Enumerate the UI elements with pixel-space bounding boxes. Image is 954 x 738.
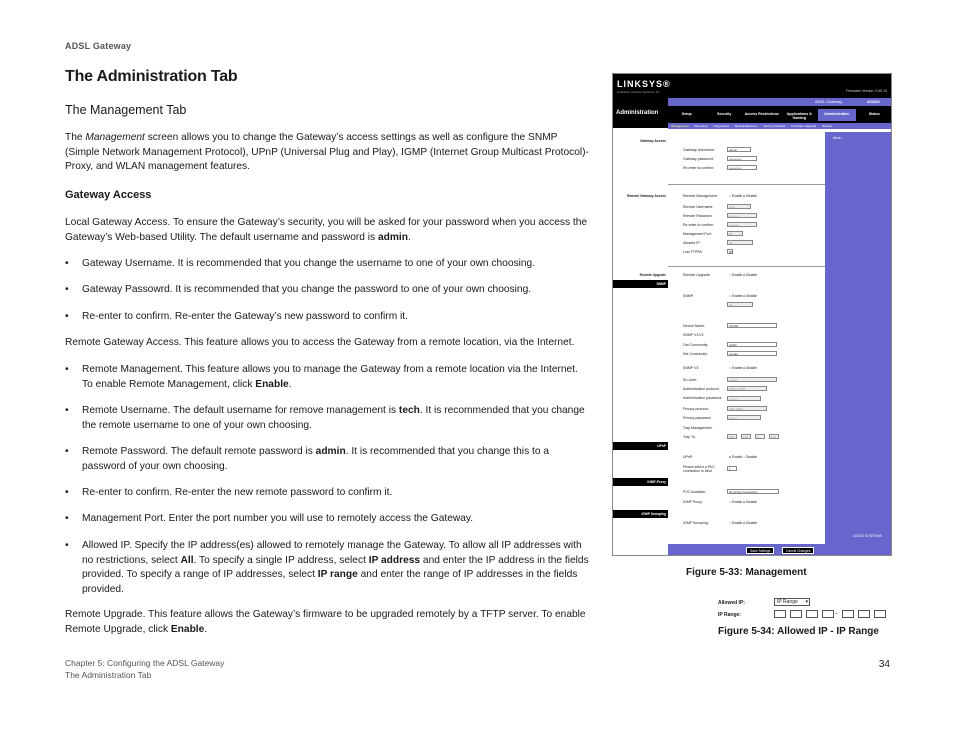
remote-mgmt-label: Remote Management: [683, 194, 718, 198]
pvc-available-label: PVC Available: [683, 490, 707, 494]
running-header: ADSL Gateway [65, 41, 132, 51]
bullet-management-port: • Management Port. Enter the port number you will use to remotely access the Gateway. [65, 512, 590, 527]
subtab-diagnostics[interactable]: Diagnostics [713, 124, 730, 128]
auth-protocol-select[interactable]: HMAC-MD5 [727, 386, 767, 391]
local-access-paragraph: Local Gateway Access. To ensure the Gateway’s security, you will be asked for your password when you access the Gateway’s Web-based Utility. The default username and password is admin. [65, 217, 588, 243]
remote-upgrade-radio[interactable]: ○ Enable ● Disable [729, 273, 758, 277]
logo-subtitle: A Division of Cisco Systems, Inc. [617, 90, 661, 94]
divider [668, 184, 825, 185]
allowed-ip-label: Allowed IP: [683, 241, 701, 245]
firmware-version: Firmware Version: 0.00.10 [846, 89, 887, 93]
footer-section: The Administration Tab [65, 670, 152, 680]
allowed-ip-label: Allowed IP: [718, 600, 745, 606]
bullet-reenter-confirm: • Re-enter to confirm. Re-enter the Gateway’s new password to confirm it. [65, 310, 590, 325]
remote-password-label: Remote Password: [683, 214, 713, 218]
model-name: AG300 [867, 99, 880, 104]
set-community-field[interactable]: private [727, 351, 777, 356]
trap-ip-1[interactable]: 192 [727, 434, 737, 439]
subtab-management[interactable]: Management [671, 124, 689, 128]
trap-ip-3[interactable]: 1 [755, 434, 765, 439]
privacy-protocol-label: Privacy protocol: [683, 407, 709, 411]
help-more-link[interactable]: More... [833, 136, 844, 140]
gw-confirm-label: Re-enter to confirm: [683, 166, 714, 170]
gw-confirm-field[interactable]: •••••••••••• [727, 165, 757, 170]
snmp-radio[interactable]: ○ Enable ● Disable [729, 294, 758, 298]
side-igmp-proxy: IGMP-Proxy [613, 478, 668, 486]
get-community-label: Get Community: [683, 343, 709, 347]
igmp-proxy-radio[interactable]: ○ Enable ● Disable [729, 500, 758, 504]
remote-confirm-field[interactable]: •••••••••• [727, 222, 757, 227]
allowed-ip-select[interactable]: IP Range ▾ [774, 598, 810, 606]
tab-applications-gaming[interactable]: Applications & Gaming [786, 112, 812, 120]
privacy-password-label: Privacy password: [683, 416, 712, 420]
snmp-v3-radio[interactable]: ○ Enable ● Disable [729, 366, 758, 370]
trap-to-label: Trap To: [683, 435, 696, 439]
trap-ip-2[interactable]: 168 [741, 434, 751, 439]
pvc-bind-select[interactable]: 1 [727, 466, 737, 471]
side-upnp: UPnP [613, 442, 668, 450]
auth-protocol-label: Authentication protocol: [683, 387, 720, 391]
tab-administration[interactable]: Administration [818, 109, 856, 121]
product-name: ADSL Gateway [815, 99, 843, 104]
gateway-access-heading: Gateway Access [65, 189, 152, 201]
tab-security[interactable]: Security [717, 112, 732, 116]
ip-range-start-2[interactable] [790, 610, 802, 618]
snmp-v3-label: SNMP V3: [683, 366, 700, 370]
gw-username-field[interactable]: admin [727, 147, 751, 152]
product-bar [668, 98, 892, 106]
bullet-remote-username: • Remote Username. The default username for remove management is tech. It is recommended that you change the remote username to one of your own choosing. [65, 404, 590, 433]
ip-range-label: IP Range: [718, 612, 741, 618]
bullet-gateway-username: • Gateway Username. It is recommended that you change the username to one of your own choosing. [65, 257, 590, 272]
upnp-label: UPnP: [683, 455, 694, 459]
igmp-snooping-label: IGMP Snooping: [683, 521, 709, 525]
side-igmp-snooping: IGMP Snooping [613, 510, 668, 518]
lost-ftp-field[interactable]: 80 [729, 250, 733, 254]
gw-password-field[interactable]: •••••••••••• [727, 156, 757, 161]
side-remote-upgrade: Remote Upgrade [639, 273, 666, 277]
lost-ftp-label: Lost FTPPA: [683, 250, 703, 254]
screenshot-subtabs [668, 123, 892, 129]
allowed-ip-select[interactable]: All [727, 240, 753, 245]
footer-chapter: Chapter 5: Configuring the ADSL Gateway [65, 658, 225, 668]
tab-access-restrictions[interactable]: Access Restrictions [744, 112, 779, 116]
cancel-changes-button[interactable]: Cancel Changes [782, 547, 814, 554]
set-community-label: Set Community: [683, 352, 708, 356]
device-name-field[interactable]: AG300 [727, 323, 777, 328]
ro-user-label: Ro-User: [683, 378, 698, 382]
help-panel [825, 132, 892, 556]
gw-username-label: Gateway Username: [683, 148, 715, 152]
ip-range-end-3[interactable] [874, 610, 886, 618]
bullet-remote-password: • Remote Password. The default remote password is admin. It is recommended that you change this to a password of your own choosing. [65, 445, 590, 474]
save-settings-button[interactable]: Save Settings [746, 547, 774, 554]
ip-range-start-1[interactable] [774, 610, 786, 618]
remote-upgrade-paragraph: Remote Upgrade. This feature allows the Gateway’s firmware to be upgraded remotely by a TFTP server. To enable Remote Upgrade, click Enable. [65, 609, 586, 635]
side-gateway-access: Gateway Access [640, 139, 666, 143]
mgmt-port-label: Management Port: [683, 232, 712, 236]
bullet-remote-reenter: • Re-enter to confirm. Re-enter the new remote password to confirm it. [65, 486, 590, 501]
page-title: The Administration Tab [65, 68, 238, 85]
bullet-remote-management: • Remote Management. This feature allows you to manage the Gateway from a remote location via the Internet. To enable Remote Management, click Enable. [65, 363, 590, 392]
figure-34-caption: Figure 5-34: Allowed IP - IP Range [718, 626, 879, 637]
bullet-gateway-password: • Gateway Passowrd. It is recommended that you change the password to one of your own choosing. [65, 283, 590, 298]
subtab-factory-defaults[interactable]: Factory Defaults [763, 124, 786, 128]
screenshot-tabs [668, 109, 892, 121]
cisco-logo: CISCO SYSTEMS [853, 534, 882, 538]
snmp-label: SNMP: [683, 294, 695, 298]
gw-password-label: Gateway password: [683, 157, 714, 161]
mgmt-port-field[interactable]: 80 [727, 231, 743, 236]
bullet-allowed-ip: • Allowed IP. Specify the IP address(es) allowed to remotely manage the Gateway. To allow all IP addresses with no restrictions, select All. To specify a single IP address, select IP address and enter the IP address in the fields provided. To specify a range of IP addresses, select IP range and enter the range of IP addresses in the fields provided. [65, 539, 590, 597]
ip-range-start-3[interactable] [806, 610, 818, 618]
subtab-reboot[interactable]: Reboot [822, 124, 832, 128]
ro-user-field[interactable]: rouser [727, 377, 777, 382]
remote-username-label: Remote Username: [683, 205, 714, 209]
privacy-protocol-select[interactable]: CBC-DES [727, 406, 767, 411]
pvc-available-select[interactable]: No Active Connection [727, 489, 779, 494]
side-snmp: SNMP [613, 280, 668, 288]
remote-mgmt-radio[interactable]: ○ Enable ● Disable [729, 194, 758, 198]
trap-ip-4[interactable]: 100 [769, 434, 779, 439]
divider [668, 266, 825, 267]
trap-management-label: Trap Management: [683, 426, 713, 430]
auth-password-field[interactable]: •••••••• [727, 396, 761, 401]
igmp-proxy-label: IGMP Proxy: [683, 500, 703, 504]
privacy-password-field[interactable]: •••••••• [727, 415, 761, 420]
page-footer [65, 657, 224, 681]
remote-password-field[interactable]: •••••••••• [727, 213, 757, 218]
ip-range-start-4[interactable] [822, 610, 834, 618]
tab-setup[interactable]: Setup [681, 112, 692, 116]
snmp-v1v2-label: SNMP V1/V2 [683, 333, 704, 337]
device-name-label: Device Name: [683, 324, 705, 328]
figure-management-screenshot [612, 73, 892, 556]
get-community-field[interactable]: public [727, 342, 777, 347]
subtab-firmware-upgrade[interactable]: Firmware Upgrade [791, 124, 817, 128]
auth-password-label: Authentication password: [683, 396, 723, 400]
screenshot-section-title: Administration [616, 110, 659, 116]
figure-allowed-ip-range [718, 598, 893, 620]
section-subtitle: The Management Tab [65, 103, 187, 117]
remote-upgrade-label: Remote Upgrade: [683, 273, 711, 277]
remote-confirm-label: Re-enter to confirm: [683, 223, 714, 227]
figure-33-caption: Figure 5-33: Management [686, 567, 807, 578]
subtab-backup-restore[interactable]: Backup&Restore [735, 124, 758, 128]
remote-access-paragraph: Remote Gateway Access. This feature allows you to access the Gateway from a remote location, via the Internet. [65, 337, 575, 348]
upnp-radio[interactable]: ● Enable ○ Disable [729, 455, 758, 459]
snmp-select[interactable]: All [727, 302, 753, 307]
side-remote-gateway-access: Remote Gateway Access [627, 194, 666, 198]
range-separator: – [835, 611, 838, 617]
screenshot-bottombar [668, 544, 825, 556]
ip-range-end-1[interactable] [842, 610, 854, 618]
pvc-bind-label: Please select a PVC connection to bind: [683, 465, 715, 473]
linksys-logo: LINKSYS® [617, 79, 671, 89]
remote-username-field[interactable]: tech [727, 204, 751, 209]
page-number: 34 [878, 659, 890, 670]
igmp-snooping-radio[interactable]: ○ Enable ● Disable [729, 521, 758, 525]
intro-paragraph: The Management screen allows you to change the Gateway’s access settings as well as configure the SNMP (Simple Network Management Protocol), UPnP (Universal Plug and Play), IGMP (Internet Group Multicast Protocol)-Proxy, and WLAN management features. [65, 132, 589, 173]
subtab-reporting[interactable]: Reporting [694, 124, 708, 128]
ip-range-end-2[interactable] [858, 610, 870, 618]
tab-status[interactable]: Status [868, 112, 880, 116]
